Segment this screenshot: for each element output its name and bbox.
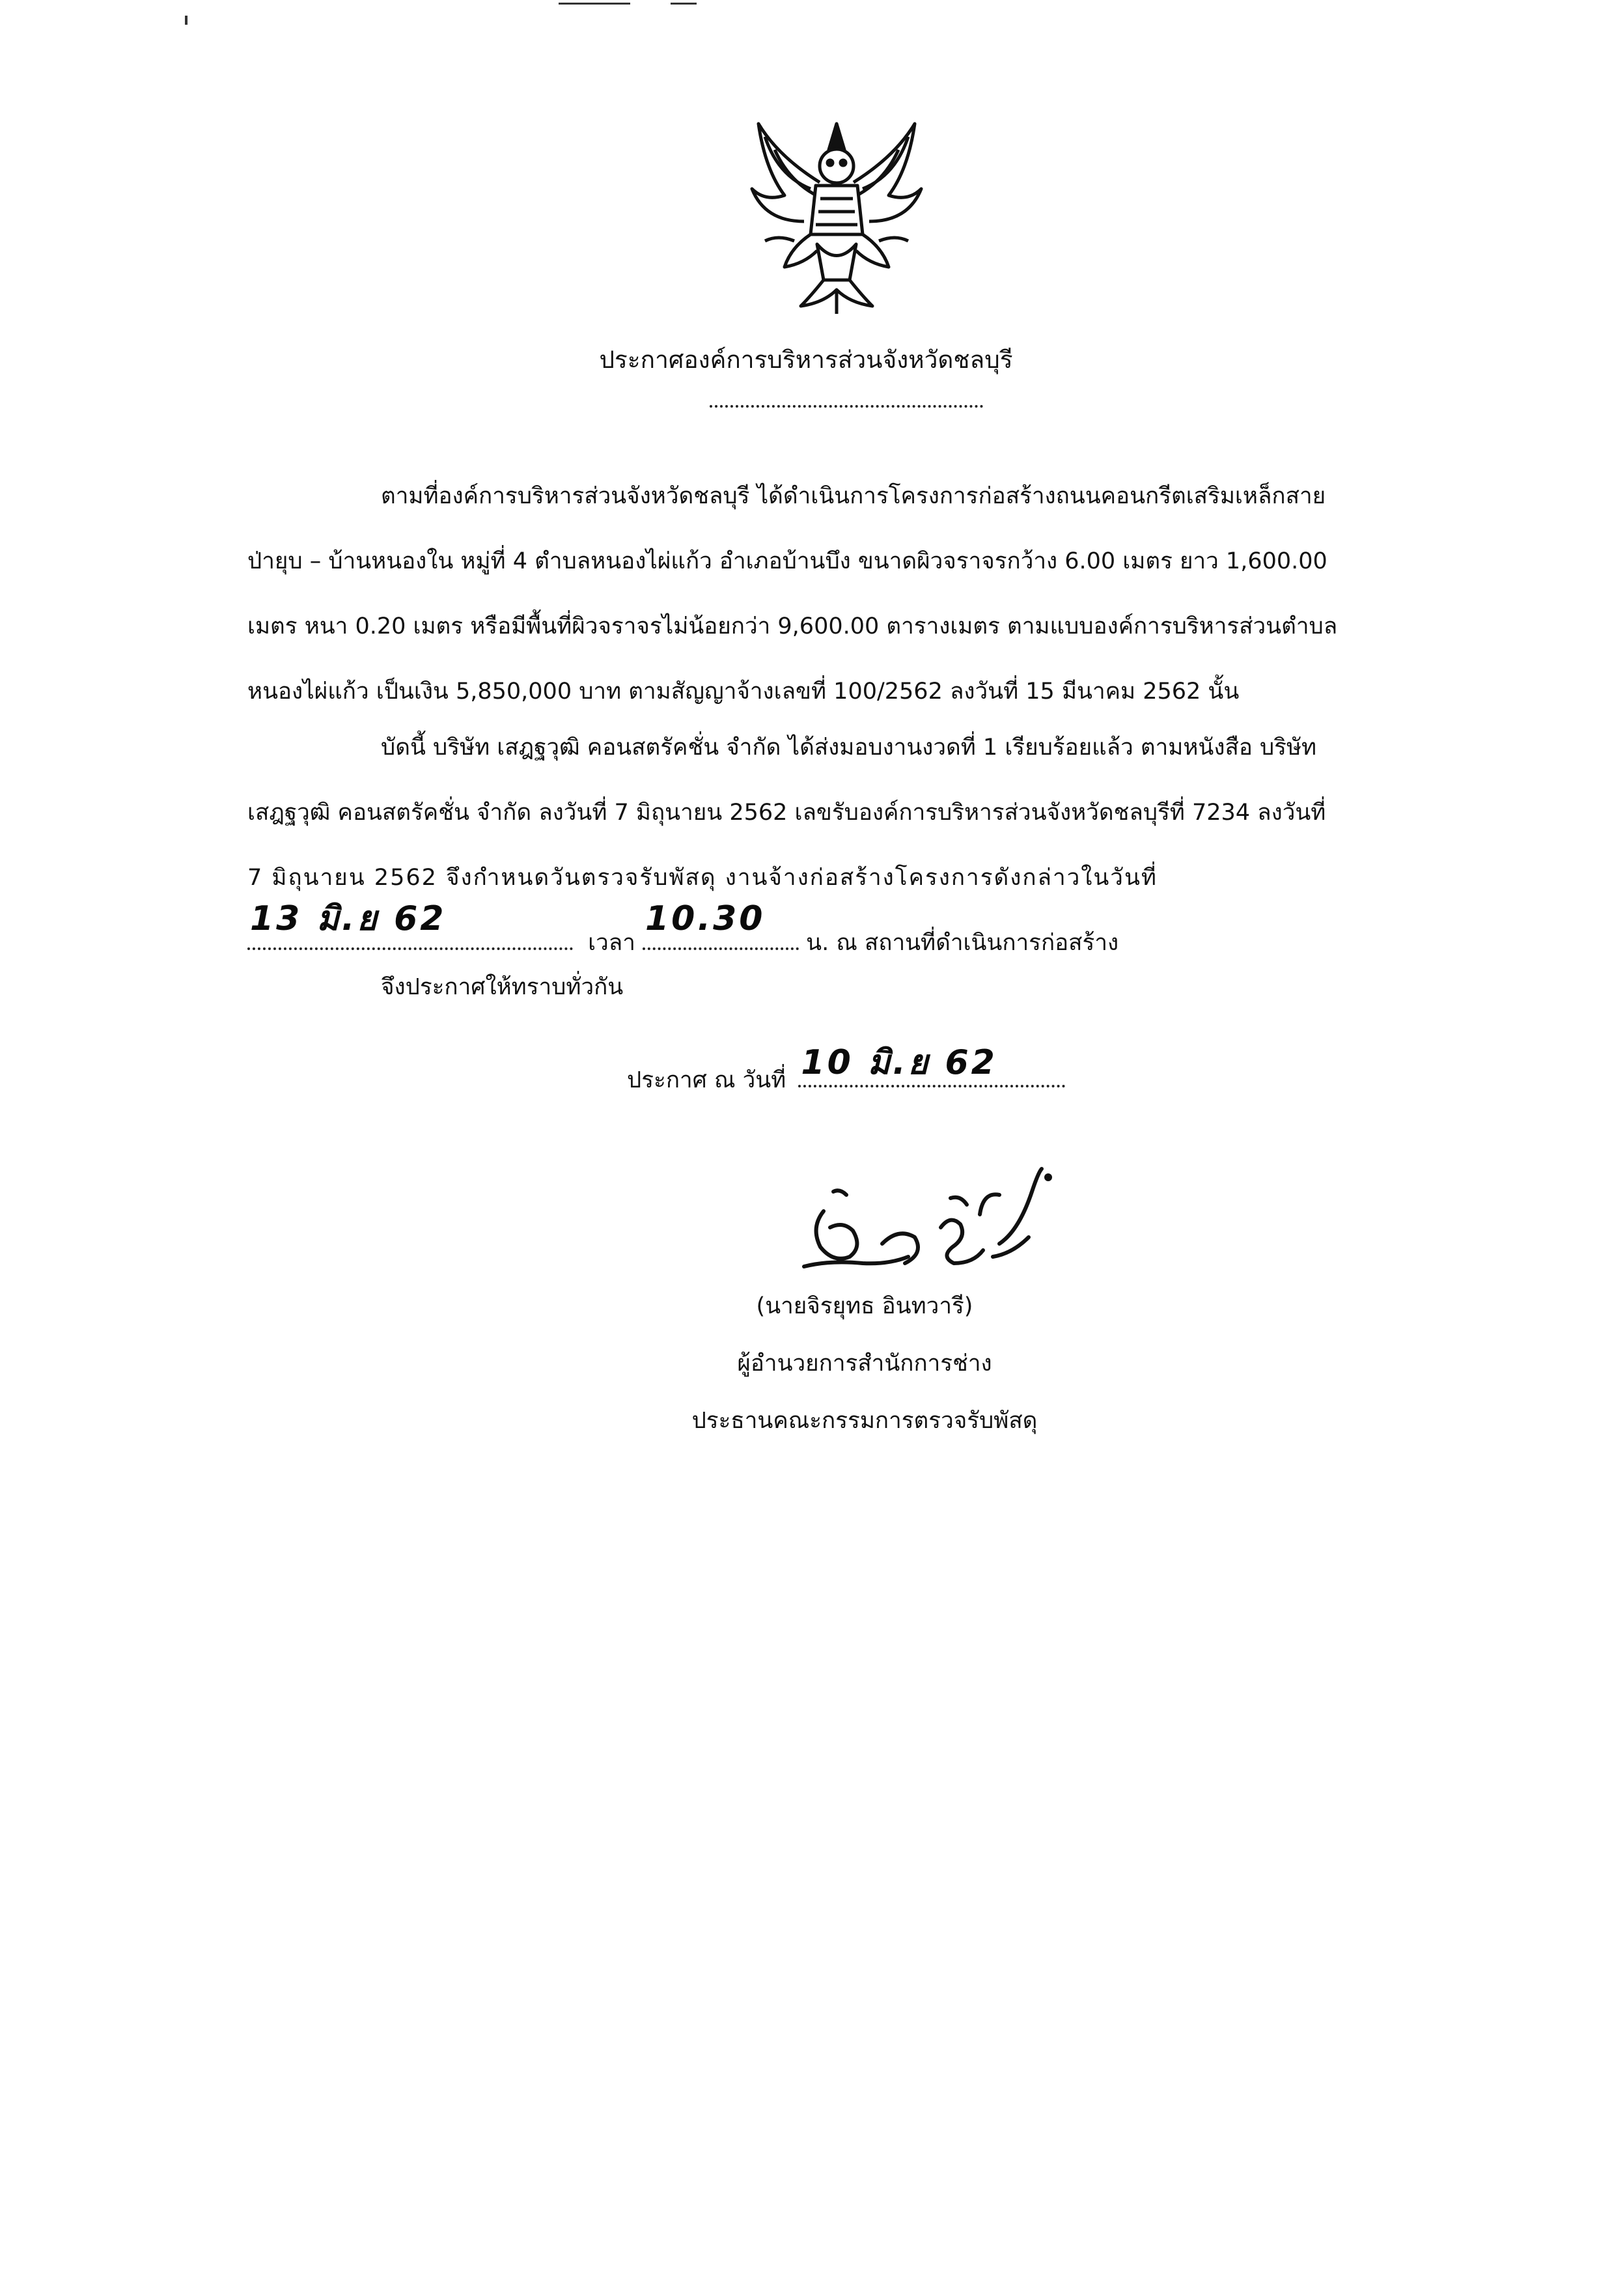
announced-date-handwritten: 10 มิ.ย 62	[801, 1043, 997, 1082]
closing-statement: จึงประกาศให้ทราบทั่วกัน	[381, 974, 624, 1000]
paragraph-line: บัดนี้ บริษัท เสฎฐวุฒิ คอนสตรัคชั่น จำกัด ได้ส่งมอบงานงวดที่ 1 เรียบร้อยแล้ว ตามหนังสือ บริษัท	[381, 735, 1317, 761]
inspection-date-handwritten: 13 มิ.ย 62	[250, 899, 447, 938]
time-label: เวลา	[588, 930, 635, 956]
inspection-schedule-line	[247, 899, 1458, 975]
signer-name: (นายจิรยุทธ อินทวารี)	[756, 1293, 973, 1319]
inspection-time-handwritten: 10.30	[645, 899, 766, 938]
signer-position: ผู้อำนวยการสำนักการช่าง	[737, 1351, 992, 1377]
paragraph-project	[247, 464, 1458, 724]
paragraph-line: ป่ายุบ – บ้านหนองใน หมู่ที่ 4 ตำบลหนองไผ่แก้ว อำเภอบ้านบึง ขนาดผิวจราจรกว้าง 6.00 เมตร ยาว 1,600.00	[247, 548, 1327, 574]
paragraph-delivery	[247, 715, 1458, 975]
scan-mark	[671, 3, 697, 5]
inspection-date-field	[247, 899, 573, 950]
announced-date-field	[798, 1043, 1065, 1087]
title-divider	[710, 405, 983, 408]
paragraph-line: เสฎฐวุฒิ คอนสตรัคชั่น จำกัด ลงวันที่ 7 มิถุนายน 2562 เลขรับองค์การบริหารส่วนจังหวัดชลบุรีที่ 7234 ลงวันที่	[247, 800, 1326, 826]
announcement-date-line	[627, 1043, 1065, 1098]
scan-mark	[185, 16, 188, 25]
paragraph-line: หนองไผ่แก้ว เป็นเงิน 5,850,000 บาท ตามสัญญาจ้างเลขที่ 100/2562 ลงวันที่ 15 มีนาคม 2562 นั้น	[247, 679, 1240, 705]
paragraph-line: 7 มิถุนายน 2562 จึงกำหนดวันตรวจรับพัสดุ งานจ้างก่อสร้างโครงการดังกล่าวในวันที่	[247, 865, 1158, 891]
scan-mark	[559, 3, 630, 5]
time-suffix: น. ณ สถานที่ดำเนินการก่อสร้าง	[806, 930, 1119, 956]
paragraph-line: เมตร หนา 0.20 เมตร หรือมีพื้นที่ผิวจราจรไม่น้อยกว่า 9,600.00 ตารางเมตร ตามแบบองค์การบริหารส่วนตำบล	[247, 613, 1338, 639]
signer-role: ประธานคณะกรรมการตรวจรับพัสดุ	[691, 1408, 1038, 1434]
paragraph-line: ตามที่องค์การบริหารส่วนจังหวัดชลบุรี ได้ดำเนินการโครงการก่อสร้างถนนคอนกรีตเสริมเหล็กสาย	[381, 483, 1326, 509]
handwritten-signature	[785, 1166, 1064, 1296]
garuda-emblem-icon	[739, 111, 934, 319]
inspection-time-field	[643, 899, 799, 950]
announcement-title: ประกาศองค์การบริหารส่วนจังหวัดชลบุรี	[599, 346, 1013, 374]
announced-label: ประกาศ ณ วันที่	[627, 1067, 786, 1093]
